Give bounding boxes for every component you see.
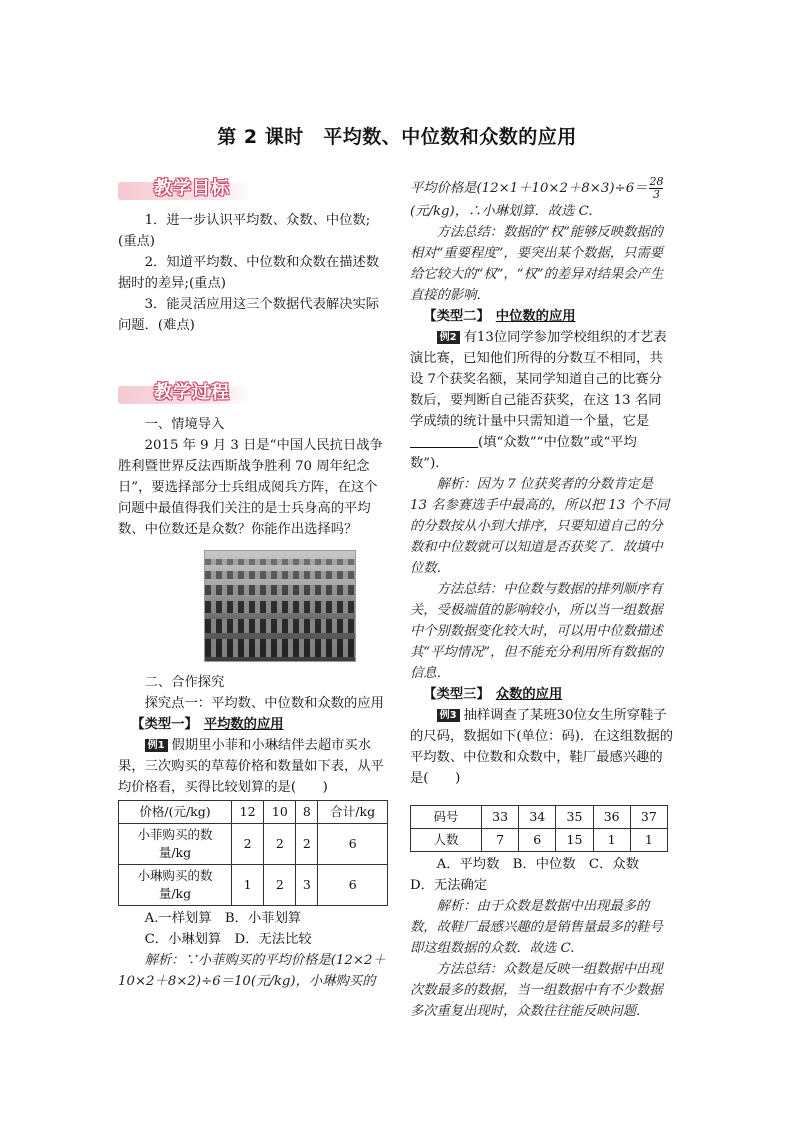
table-cell: 36: [593, 806, 630, 829]
table-cell: 6: [318, 865, 388, 906]
table-cell: 3: [296, 865, 318, 906]
example-2: [410, 327, 674, 474]
table-cell: 小琳购买的数量/kg: [119, 865, 232, 906]
table-cell: 人数: [411, 829, 482, 852]
table-row: [411, 829, 668, 852]
type-3-label: 【类型三】: [423, 687, 490, 702]
example-3-option-d: D．无法确定: [410, 878, 488, 893]
table-cell: 2: [232, 824, 264, 865]
type-2-label: 【类型二】: [423, 309, 490, 324]
fraction-numerator: 28: [649, 175, 664, 188]
table-cell: 10: [264, 801, 296, 824]
table-cell: 2: [296, 824, 318, 865]
method-summary-1: 方法总结：数据的“权”能够反映数据的相对“重要程度”，要突出某个数据，只需要给它较大的“权”，“权”的差异对结果会产生直接的影响．: [410, 225, 664, 303]
section-situation-intro: 一、情境导入: [144, 417, 225, 432]
banner-teaching-process-text: 教学过程: [154, 382, 230, 403]
example-3-options-abc: A．平均数 B．中位数 C．众数: [436, 857, 640, 872]
table-cell: 合计/kg: [318, 801, 388, 824]
goal-1: 1．进一步认识平均数、众数、中位数;(重点): [118, 213, 371, 249]
example-2-solution: 解析：因为 7 位获奖者的分数肯定是 13 名参赛选手中最高的，所以把 13 个不同的分数按从小到大排序，只要知道自己的分数和中位数就可以知道是否获奖了．故填中位数．: [410, 477, 670, 576]
answer-blank: [410, 433, 478, 448]
table-row: [411, 806, 668, 829]
table-cell: 1: [593, 829, 630, 852]
fraction-denominator: 3: [652, 188, 660, 201]
method-summary-3: 方法总结：众数是反映一组数据中出现次数最多的数据，当一组数据中有不少数据多次重复出现时，众数往往能反映问题．: [410, 962, 663, 1019]
example-2-badge: 例2: [437, 331, 460, 344]
table-cell: 6: [519, 829, 556, 852]
table-cell: 15: [556, 829, 593, 852]
table-cell: 1: [630, 829, 667, 852]
method-summary-2: 方法总结：中位数与数据的排列顺序有关，受极端值的影响较小，所以当一组数据中个别数据变化较大时，可以用中位数描述其“平均情况”，但不能充分利用所有数据的信息．: [410, 582, 663, 681]
example-3-badge: 例3: [437, 709, 460, 722]
example-2-text-b: (填“众数”“中位数”或“平均数”)．: [410, 435, 637, 471]
type-1-label: 【类型一】: [131, 717, 198, 732]
banner-teaching-goals-text: 教学目标: [154, 178, 230, 199]
example-2-text-a: 有13位同学参加学校组织的才艺表演比赛，已知他们所得的分数互不相同，共设 7个获奖名额，某同学知道自己的比赛分数后，要判断自己能否获奖，在这 13 名同学成绩的统计量中只需知道一个量，它是: [410, 330, 667, 429]
table-cell: 价格/(元/kg): [119, 801, 232, 824]
type-1-heading: [118, 714, 388, 735]
table-cell: 2: [264, 865, 296, 906]
type-3-name: 众数的应用: [495, 687, 563, 702]
table-row: [119, 801, 388, 824]
table-cell: 小菲购买的数量/kg: [119, 824, 232, 865]
example-1-solution: 解析：∵小菲购买的平均价格是(12×2＋10×2＋8×2)÷6＝10(元/kg)，小琳购买的: [118, 953, 386, 989]
goal-2: 2．知道平均数、中位数和众数在描述数据时的差异;(重点): [118, 255, 380, 291]
table-cell: 1: [232, 865, 264, 906]
table-cell: 12: [232, 801, 264, 824]
type-2-heading: [410, 306, 674, 327]
right-column: [410, 176, 674, 1022]
type-3-heading: [410, 684, 674, 705]
banner-teaching-goals: [118, 178, 258, 204]
example-1-text: 假期里小菲和小琳结伴去超市买水果，三次购买的草莓价格和数量如下表，从平均价格看，买得比较划算的是( ): [118, 738, 384, 795]
table-row: [119, 865, 388, 906]
page-title: 第 2 课时 平均数、中位数和众数的应用: [217, 126, 577, 148]
table-cell: 码号: [411, 806, 482, 829]
explore-point-1: 探究点一：平均数、中位数和众数的应用: [144, 696, 384, 711]
example-1: [118, 735, 388, 798]
table-cell: 7: [482, 829, 519, 852]
example-1-solution-cont: [410, 176, 674, 222]
example-3: [410, 705, 674, 789]
solution-cont-a: 平均价格是(12×1＋10×2＋8×3)÷6＝: [410, 181, 648, 196]
strawberry-table: [118, 800, 388, 906]
example-1-badge: 例1: [145, 739, 168, 752]
example-1-options-ab: A.一样划算 B．小菲划算: [144, 911, 302, 926]
table-cell: 33: [482, 806, 519, 829]
example-3-text: 抽样调查了某班30位女生所穿鞋子的尺码，数据如下(单位：码)．在这组数据的平均数、中位数和众数中，鞋厂最感兴趣的是( ): [410, 708, 674, 786]
shoe-size-table: [410, 805, 668, 852]
parade-soldiers-photo: [204, 550, 356, 662]
type-1-name: 平均数的应用: [203, 717, 284, 732]
fraction-28-3: [649, 176, 663, 201]
example-1-options-cd: C．小琳划算 D．无法比较: [144, 932, 312, 947]
table-row: [119, 824, 388, 865]
table-cell: 8: [296, 801, 318, 824]
left-column: [118, 178, 388, 992]
example-3-solution: 解析：由于众数是数据中出现最多的数，故鞋厂最感兴趣的是销售量最多的鞋号即这组数据的众数．故选 C.: [410, 899, 663, 956]
goal-3: 3．能灵活应用这三个数据代表解决实际问题．(难点): [118, 297, 380, 333]
solution-cont-b: (元/kg)，∴小琳划算．故选 C.: [410, 204, 593, 219]
type-2-name: 中位数的应用: [495, 309, 576, 324]
table-cell: 34: [519, 806, 556, 829]
table-cell: 35: [556, 806, 593, 829]
banner-teaching-process: [118, 382, 258, 408]
intro-paragraph: 2015 年 9 月 3 日是“中国人民抗日战争胜利暨世界反法西斯战争胜利 70 周年纪念日”，要选择部分士兵组成阅兵方阵，在这个问题中最值得我们关注的是士兵身高的平均数、中位数还是众数？你能作出选择吗？: [118, 438, 383, 537]
table-cell: 6: [318, 824, 388, 865]
table-cell: 2: [264, 824, 296, 865]
table-cell: 37: [630, 806, 667, 829]
section-cooperative-explore: 二、合作探究: [144, 675, 225, 690]
